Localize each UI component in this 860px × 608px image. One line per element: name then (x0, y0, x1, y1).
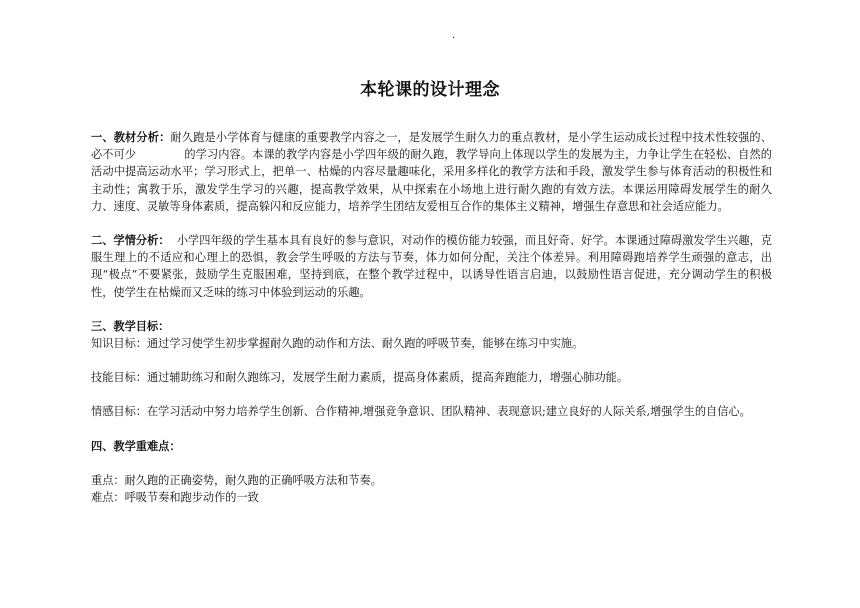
paragraph-gap (91, 352, 772, 369)
paragraph-gap (91, 455, 772, 472)
analysis-text-part-1: 耐久跑是小学体育与健康的重要教学内容之一，是发展学生耐久力的重点教材，是小学生运动成长过程中技术性较强的、必不可少 (91, 131, 772, 162)
header-dot: . (452, 30, 456, 41)
analysis-heading: 一、教材分析： (91, 130, 171, 144)
paragraph-gap (91, 386, 772, 403)
goal-emotion: 情感目标：在学习活动中努力培养学生创新、合作精神,增强竞争意识、团队精神、表现意识;建立良好的人际关系,增强学生的自信心。 (91, 405, 751, 419)
paragraph-gap (91, 215, 772, 232)
paragraph-gap (91, 301, 772, 318)
document-body (91, 129, 772, 506)
students-paragraph (91, 232, 772, 301)
difficulty-text: 难点：呼吸节奏和跑步动作的一致 (91, 491, 259, 505)
goal-knowledge: 知识目标：通过学习使学生初步掌握耐久跑的动作和方法、耐久跑的呼吸节奏，能够在练习中实施。 (91, 337, 584, 351)
key-point-text: 重点：耐久跑的正确姿势，耐久跑的正确呼吸方法和节奏。 (91, 473, 382, 487)
goal-skill: 技能目标：通过辅助练习和耐久跑练习，发展学生耐力素质，提高身体素质，提高奔跑能力，增强心肺功能。 (91, 371, 629, 385)
key-points-heading: 四、教学重难点： (91, 438, 181, 453)
analysis-paragraph (91, 129, 772, 215)
students-text: 小学四年级的学生基本具有良好的参与意识，对动作的模仿能力较强，而且好奇、好学。本课通过障碍激发学生兴趣，克服生理上的不适应和心理上的恐惧，教会学生呼吸的方法与节奏，体力如何分配，关注个体差异。利用障碍跑培养学生顽强的意志，出现“极点”不要紧张，鼓励学生克服困难，坚持到底，在整个教学过程中，以诱导性语言启迪，以鼓励性语言促进，充分调动学生的积极性，使学生在枯燥而又乏味的练习中体验到运动的乐趣。 (91, 234, 772, 299)
paragraph-gap (91, 421, 772, 438)
page-title: 本轮课的设计理念 (360, 80, 500, 100)
students-heading: 二、学情分析： (91, 233, 170, 248)
analysis-text-part-2: 的学习内容。本课的教学内容是小学四年级的耐久跑，教学导向上体现以学生的发展为主，力争让学生在轻松、自然的活动中提高运动水平；学习形式上，把单一、枯燥的内容尽量趣味化，采用多样化的教学方法和手段，激发学生参与体育活动的积极性和主动性；寓教于乐，激发学生学习的兴趣，提高教学效果，从中探索在小场地上进行耐久跑的有效方法。本课运用障碍发展学生的耐久力、速度、灵敏等身体素质，提高躲闪和反应能力，培养学生团结友爱相互合作的集体主义精神，增强生存意思和社会适应能力。 (91, 148, 772, 213)
goals-heading: 三、教学目标： (91, 318, 170, 333)
